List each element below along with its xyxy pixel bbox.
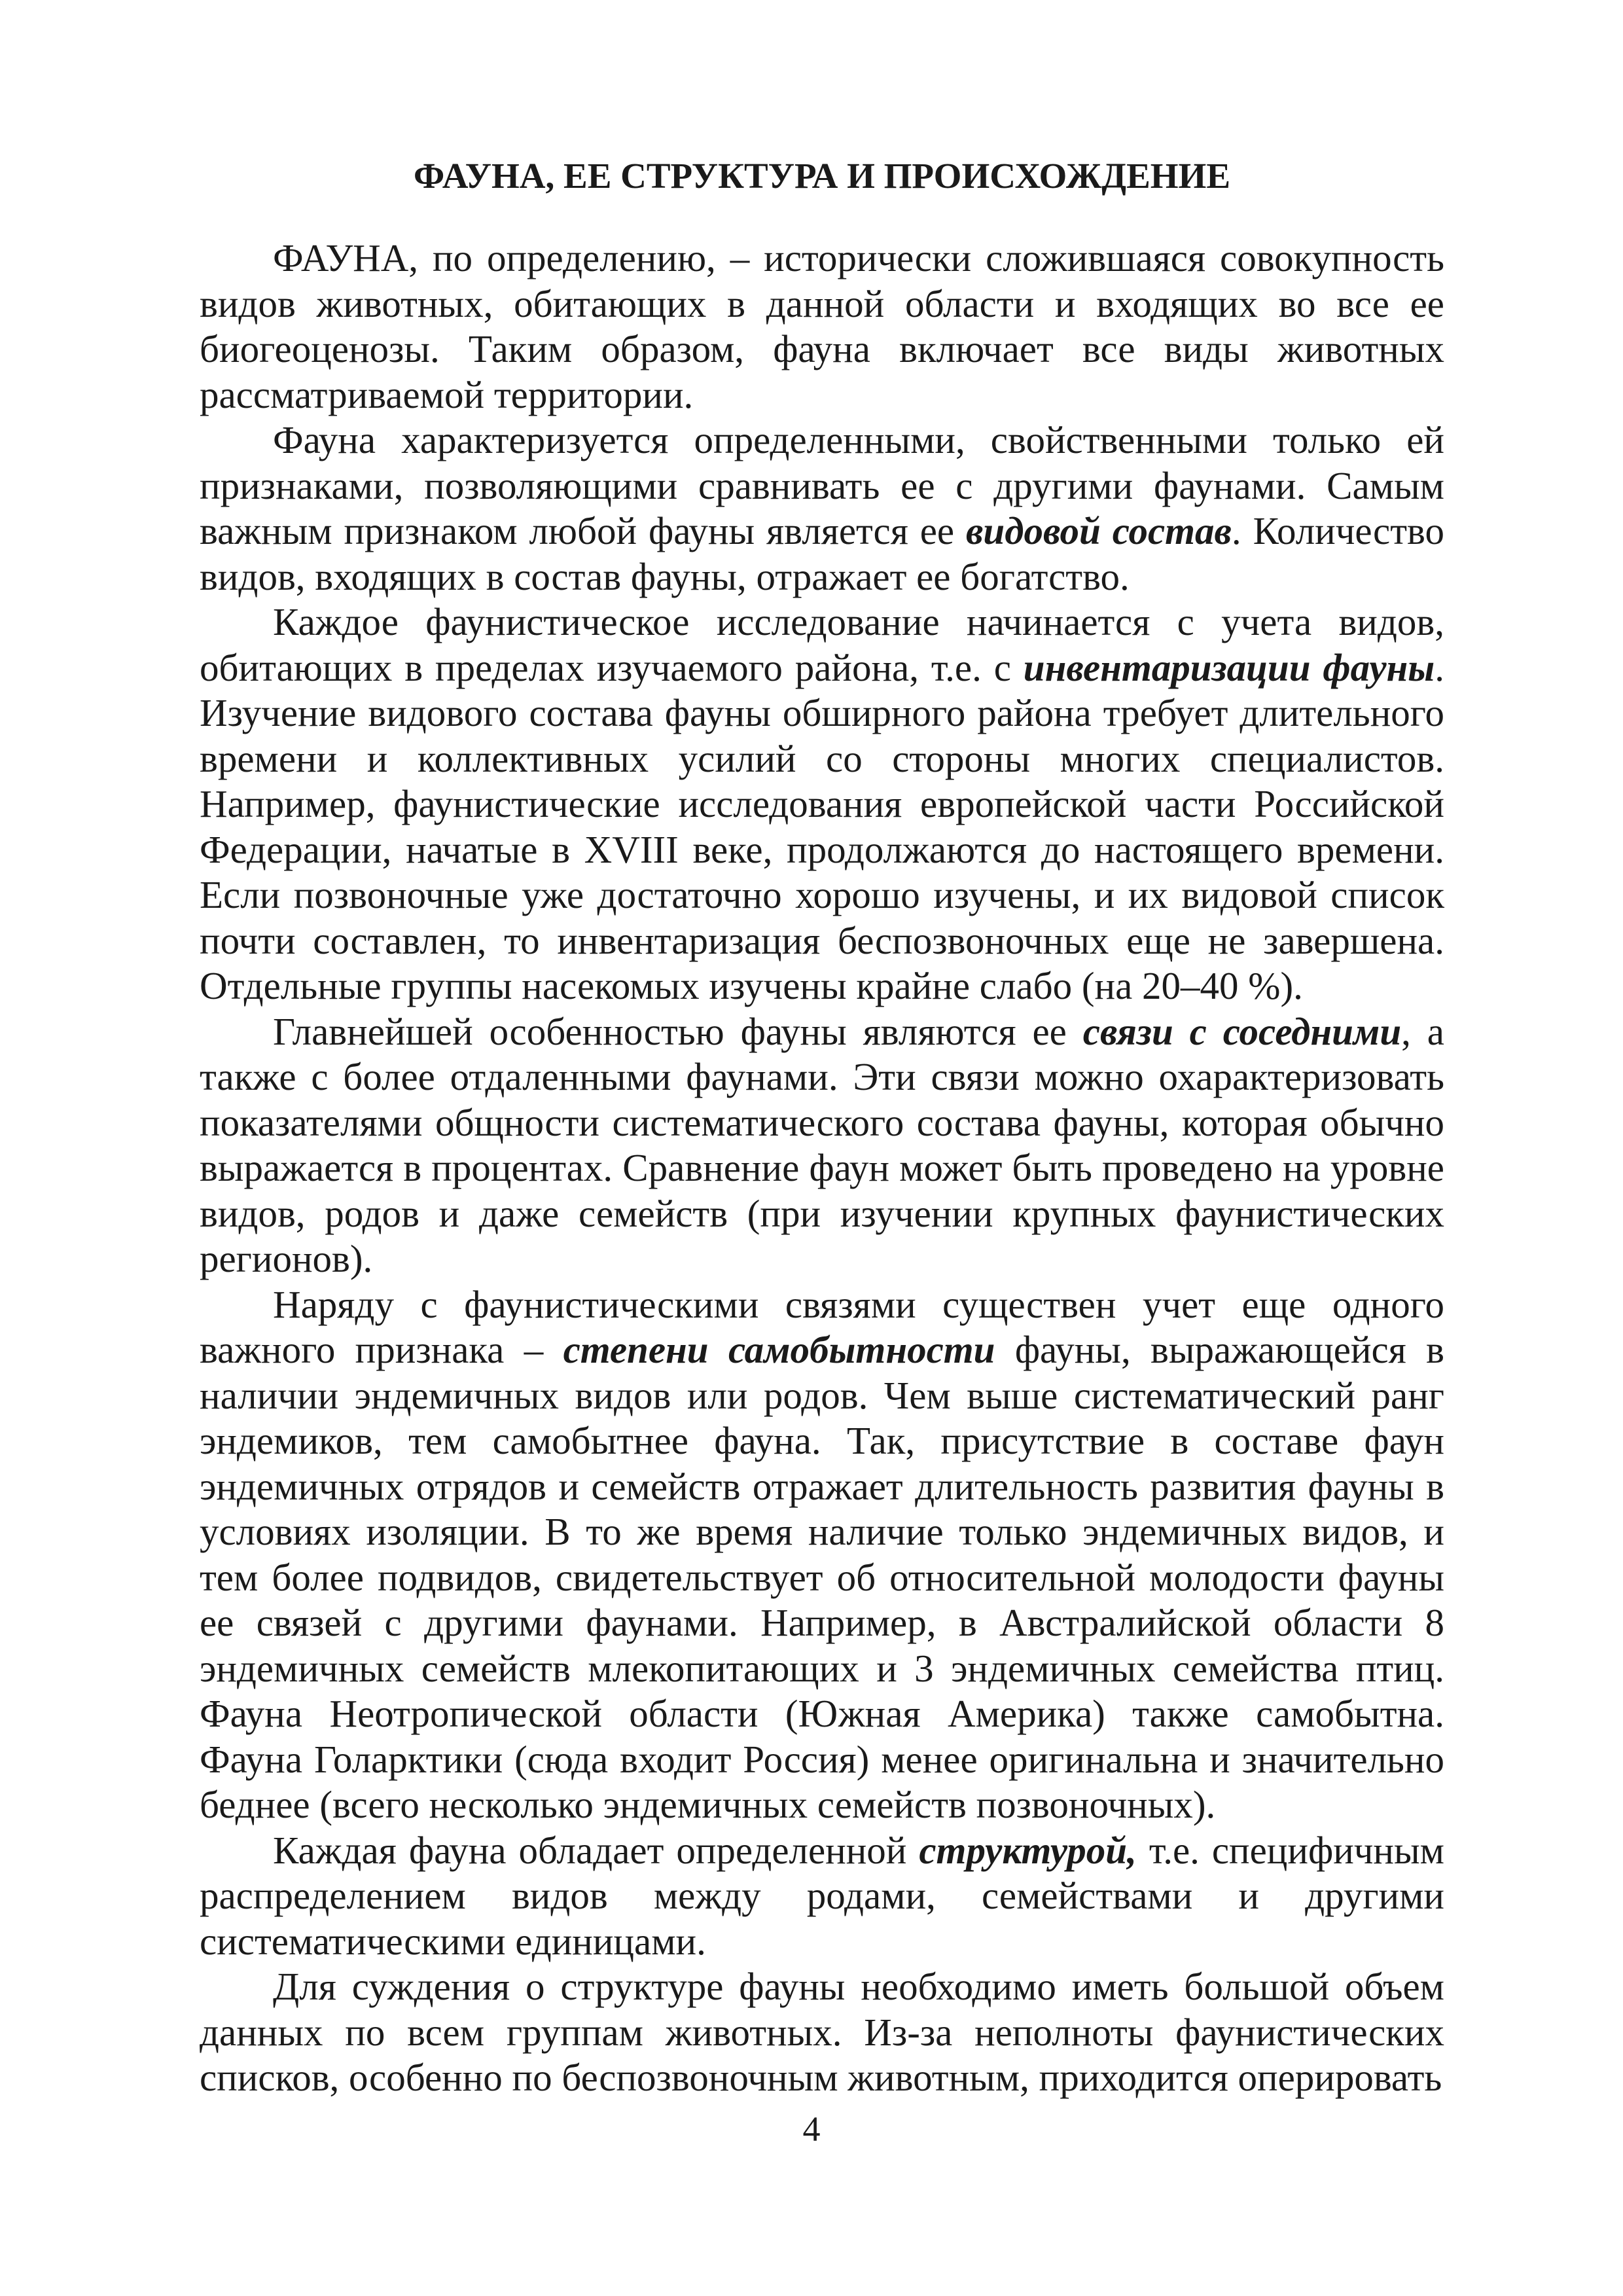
text-run: . Изучение видового состава фауны обширного района требует длительного времени и коллективных усилий со стороны многих специалистов. Например, фаунистические исследования европейской части Российской Федерации, начатые в XVIII веке, продолжаются до настоящего времени. Если позвоночные уже достаточно хорошо изучены, и их видовой список почти составлен, то инвентаризация беспозвоночных еще не завершена. Отдельные группы насекомых изучены крайне слабо (на 20–40 %). [200, 645, 1444, 1007]
text-run: , а также с более отдаленными фаунами. Эти связи можно охарактеризовать показателями общности систематического состава фауны, которая обычно выражается в процентах. Сравнение фаун может быть проведено на уровне видов, родов и даже семейств (при изучении крупных фаунистических регионов). [200, 1009, 1444, 1280]
text-run: . Количество видов, входящих в состав фауны, отражает ее богатство. [200, 509, 1444, 598]
text-run: Наряду с фаунистическими связями существен учет еще одного важного признака – [200, 1282, 1444, 1371]
emphasized-term: степени самобытности [563, 1328, 995, 1371]
paragraph [200, 418, 1444, 600]
paragraph [200, 600, 1444, 1009]
page-title: ФАУНА, ЕЕ СТРУКТУРА И ПРОИСХОЖДЕНИЕ [413, 156, 1231, 196]
body-text [200, 236, 1444, 2101]
paragraph [200, 1964, 1444, 2101]
paragraph [200, 1282, 1444, 1828]
text-run: Главнейшей особенностью фауны являются ее [273, 1009, 1083, 1053]
text-run: Каждое фаунистическое исследование начинается с учета видов, обитающих в пределах изучаемого района, т.е. с [200, 600, 1444, 689]
page-content [200, 156, 1444, 2101]
text-run: т.е. специфичным распределением видов между родами, семействами и другими систематическими единицами. [200, 1828, 1444, 1963]
emphasized-term: структурой, [919, 1828, 1137, 1872]
text-run: Фауна характеризуется определенными, свойственными только ей признаками, позволяющими сравнивать ее с другими фаунами. Самым важным признаком любой фауны является ее [200, 418, 1444, 552]
text-run: фауны, выражающейся в наличии эндемичных видов или родов. Чем выше систематический ранг эндемиков, тем самобытнее фауна. Так, присутствие в составе фаун эндемичных отрядов и семейств отражает длительность развития фауны в условиях изоляции. В то же время наличие только эндемичных видов, и тем более подвидов, свидетельствует об относительной молодости фауны ее связей с другими фаунами. Например, в Австралийской области 8 эндемичных семейств млекопитающих и 3 эндемичных семейства птиц. Фауна Неотропической области (Южная Америка) также самобытна. Фауна Голарктики (сюда входит Россия) менее оригинальна и значительно беднее (всего несколько эндемичных семейств позвоночных). [200, 1328, 1444, 1826]
paragraph [200, 1009, 1444, 1282]
paragraph [200, 236, 1444, 418]
text-run: ФАУНА, по определению, – исторически сложившаяся совокупность видов животных, обитающих в данной области и входящих во все ее биогеоценозы. Таким образом, фауна включает все виды животных рассматриваемой территории. [200, 236, 1444, 416]
emphasized-term: связи с соседними [1082, 1009, 1402, 1053]
text-run: Для суждения о структуре фауны необходимо иметь большой объем данных по всем группам животных. Из-за неполноты фаунистических списков, особенно по беспозвоночным животным, приходится оперировать [200, 1965, 1444, 2099]
page-number: 4 [802, 2109, 821, 2149]
text-run: Каждая фауна обладает определенной [273, 1828, 919, 1872]
emphasized-term: инвентаризации фауны [1023, 645, 1435, 689]
emphasized-term: видовой состав [966, 509, 1232, 552]
paragraph [200, 1828, 1444, 1965]
